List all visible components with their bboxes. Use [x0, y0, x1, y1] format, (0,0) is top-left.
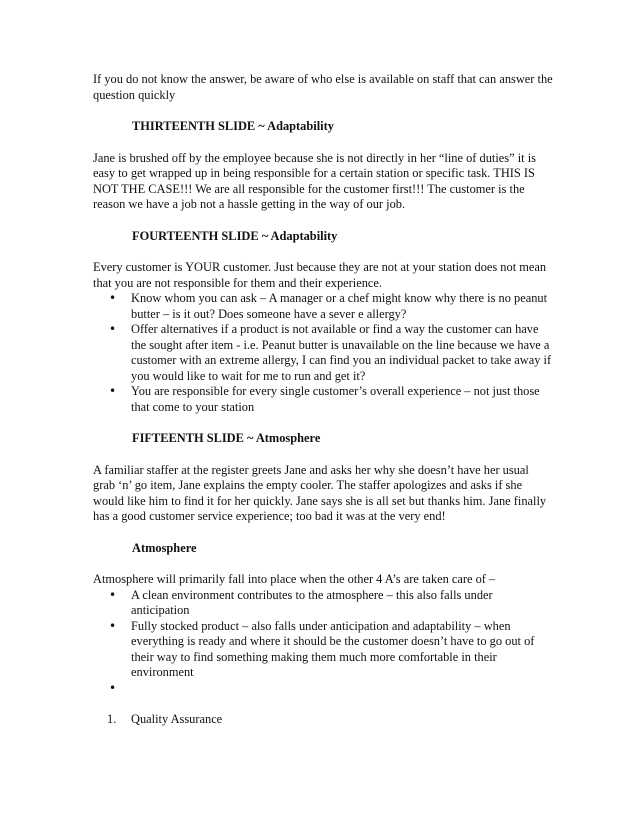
fifteenth-slide-heading: FIFTEENTH SLIDE ~ Atmosphere: [132, 431, 321, 445]
document-body: [93, 72, 553, 728]
list-number: 1.: [107, 712, 117, 726]
list-item: • Fully stocked product – also falls under anticipation and adaptability – when everything is ready and where it should be the customer doesn’t have to go out of their way to find something making them much more comfortable in their environment: [93, 619, 553, 681]
list-item-label: Quality Assurance: [131, 712, 223, 726]
fourteenth-slide-heading: FOURTEENTH SLIDE ~ Adaptability: [132, 228, 338, 243]
numbered-list-item: [93, 712, 553, 728]
fourteenth-slide-list: [93, 291, 553, 415]
list-item-empty: [93, 681, 553, 697]
fourteenth-slide-paragraph: Every customer is YOUR customer. Just because they are not at your station does not mean that you are not responsible for them and their experience.: [93, 260, 547, 290]
fifteenth-slide-paragraph: A familiar staffer at the register greets Jane and asks her why she doesn’t have her usual grab ‘n’ go item, Jane explains the empty cooler. The staffer apologizes and asks if she would like him to find it for her quickly. Jane says she is all set but thanks him. Jane finally has a good customer service experience; too bad it was at the very end!: [93, 462, 547, 523]
thirteenth-slide-heading: THIRTEENTH SLIDE ~ Adaptability: [132, 119, 334, 133]
thirteenth-slide-paragraph: Jane is brushed off by the employee because she is not directly in her “line of duties” it is easy to get wrapped up in being responsible for a certain station or specific task. THIS IS NOT THE CASE!!! We are all responsible for the customer first!!! The customer is the reason we have a job not a hassle getting in the way of our job.: [93, 150, 536, 211]
atmosphere-paragraph: Atmosphere will primarily fall into place when the other 4 A’s are taken care of –: [93, 572, 496, 586]
atmosphere-list: [93, 588, 553, 697]
list-item: • A clean environment contributes to the atmosphere – this also falls under anticipation: [93, 588, 553, 619]
list-item: • You are responsible for every single customer’s overall experience – not just those that come to your station: [93, 384, 553, 415]
list-item: • Know whom you can ask – A manager or a chef might know why there is no peanut butter – is it out? Does someone have a sever e allergy?: [93, 291, 553, 322]
list-item: • Offer alternatives if a product is not available or find a way the customer can have the sought after item - i.e. Peanut butter is unavailable on the line because we have a customer with an extreme allergy, I can find you an individual packet to take away if you would like to wait for me to run and get it?: [93, 322, 553, 384]
intro-paragraph: If you do not know the answer, be aware of who else is available on staff that can answer the question quickly: [93, 72, 553, 102]
atmosphere-heading: Atmosphere: [132, 540, 197, 555]
